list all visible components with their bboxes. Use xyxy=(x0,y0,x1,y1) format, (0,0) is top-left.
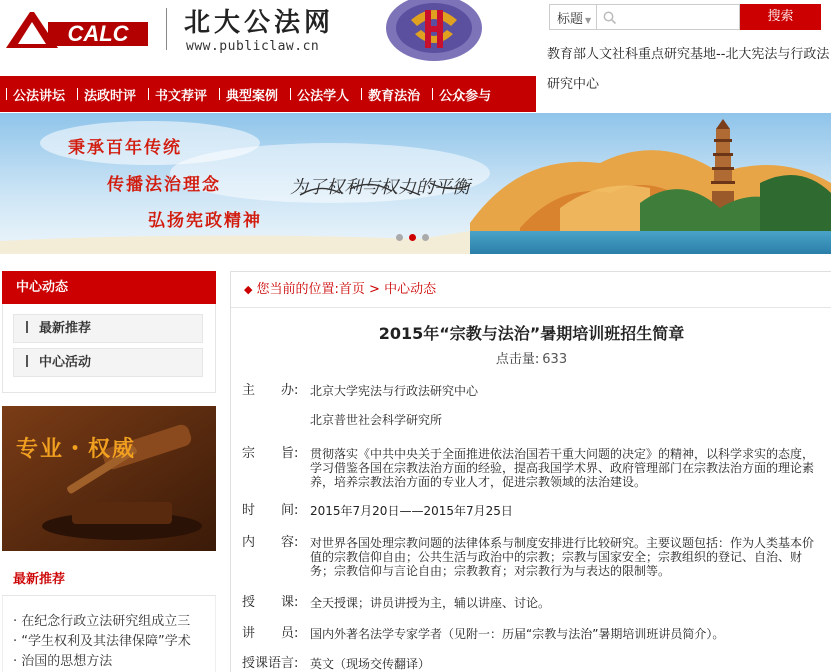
search-scope-value: 标题 xyxy=(557,12,584,27)
search-icon xyxy=(603,11,617,25)
row-label: 容: xyxy=(281,535,299,550)
hero-banner[interactable] xyxy=(0,113,831,254)
nav-item-scholars[interactable] xyxy=(284,85,355,104)
row-label: 员: xyxy=(281,626,299,641)
list-item-label: 治国的思想方法 xyxy=(21,654,113,669)
nav-item-typical-cases[interactable] xyxy=(213,85,284,104)
search-input[interactable] xyxy=(597,4,740,30)
carousel-dot-1[interactable] xyxy=(396,234,403,241)
row-value: 国内外著名法学专家学者（见附一：历届“宗教与法治”暑期培训班讲员简介）。 xyxy=(310,627,725,641)
sidebar xyxy=(2,271,216,393)
list-item[interactable]: · 在纪念行政立法研究组成立三 xyxy=(13,614,191,629)
breadcrumb-prefix: 您当前的位置: xyxy=(256,282,339,297)
row-label: 课: xyxy=(281,595,299,610)
header-subtitle: 教育部人文社科重点研究基地--北大宪法与行政法研究中心 xyxy=(547,47,830,92)
nav-separator xyxy=(290,88,291,100)
list-item-label: “学生权利及其法律保障”学术 xyxy=(21,634,191,649)
search-button[interactable]: 搜索 xyxy=(740,4,821,30)
bullet-bar-icon xyxy=(26,355,28,367)
logo-divider xyxy=(166,8,167,50)
list-item[interactable]: · 治国的思想方法 xyxy=(13,654,113,669)
gavel-image xyxy=(2,406,216,551)
bullet-bar-icon xyxy=(26,321,28,333)
search-scope-select[interactable] xyxy=(549,4,597,30)
row-label: 旨: xyxy=(281,446,299,461)
row-value: 对世界各国处理宗教问题的法律体系与制度安排进行比较研究。主要议题包括：作为人类基本价值的宗教信仰自由；公共生活与政治中的宗教；宗教与国家安全；宗教组织的登记、自治、财务；宗教信仰与言论自由；宗教教育；对宗教行为与表达的限制等。 xyxy=(310,536,815,578)
center-emblem xyxy=(381,0,487,62)
nav-item-public-law-forum[interactable] xyxy=(0,85,71,104)
nav-item-book-reviews[interactable] xyxy=(142,85,213,104)
row-value: 2015年7月20日——2015年7月25日 xyxy=(310,504,513,518)
search-box xyxy=(549,4,821,30)
sidebar-item-label: 最新推荐 xyxy=(39,321,92,336)
nav-separator xyxy=(6,88,7,100)
nav-item-label: 书文荐评 xyxy=(155,88,208,104)
breadcrumb-separator: > xyxy=(369,282,380,297)
row-label: 授 xyxy=(242,595,256,610)
chevron-down-icon: ▼ xyxy=(585,16,592,25)
site-header xyxy=(0,0,831,92)
banner-calligraphy: 为了权利与权力的平衡 xyxy=(290,177,470,198)
article-title: 2015年“宗教与法治”暑期培训班招生简章 xyxy=(378,324,685,343)
row-label: 宗 xyxy=(242,446,256,461)
nav-separator xyxy=(361,88,362,100)
row-value: 北京普世社会科学研究所 xyxy=(310,413,443,427)
breadcrumb-current-link[interactable]: 中心动态 xyxy=(384,282,437,297)
list-item-label: 在纪念行政立法研究组成立三 xyxy=(21,614,191,629)
row-label: 时 xyxy=(242,503,256,518)
sidebar-heading-center-news: 中心动态 xyxy=(2,271,216,304)
site-title: 北大公法网 xyxy=(184,8,335,38)
row-value: 全天授课；讲员讲授为主，辅以讲座、讨论。 xyxy=(310,596,551,610)
row-label: 讲 xyxy=(242,626,256,641)
row-value: 北京大学宪法与行政法研究中心 xyxy=(310,384,479,398)
nav-item-label: 公法讲坛 xyxy=(13,88,66,104)
nav-item-politics-commentary[interactable] xyxy=(71,85,142,104)
promo-text: 专业・权威 xyxy=(16,436,137,462)
diamond-icon: ◆ xyxy=(244,283,253,296)
row-label: 主 xyxy=(242,383,256,398)
nav-separator xyxy=(77,88,78,100)
breadcrumb xyxy=(231,272,831,308)
nav-item-label: 法政时评 xyxy=(84,88,137,104)
nav-separator xyxy=(432,88,433,100)
nav-item-label: 典型案例 xyxy=(226,88,279,104)
list-item[interactable]: · “学生权利及其法律保障”学术 xyxy=(13,634,191,649)
site-url: www.publiclaw.cn xyxy=(186,39,320,54)
row-label: 内 xyxy=(242,535,256,550)
breadcrumb-home-link[interactable]: 首页 xyxy=(338,282,365,297)
row-label: 授课语言: xyxy=(242,656,299,671)
sidebar-promo-image[interactable] xyxy=(2,406,216,551)
main-nav xyxy=(0,76,536,112)
nav-item-education-law[interactable] xyxy=(355,85,426,104)
sidebar-item-label: 中心活动 xyxy=(39,355,92,370)
row-label: 间: xyxy=(281,503,299,518)
latest-recommend-list xyxy=(2,596,216,672)
logo-text: CALC xyxy=(67,21,129,46)
sidebar-panel xyxy=(2,304,216,393)
carousel-dot-3[interactable] xyxy=(422,234,429,241)
calc-logo[interactable] xyxy=(4,8,152,52)
nav-item-label: 公法学人 xyxy=(297,88,350,104)
nav-item-public-participation[interactable] xyxy=(426,85,497,104)
sidebar-item-activities[interactable] xyxy=(13,348,203,377)
nav-separator xyxy=(219,88,220,100)
row-value: 英文（现场交传翻译） xyxy=(310,657,431,671)
main-content xyxy=(230,271,831,672)
banner-slogan-1: 秉承百年传统 xyxy=(68,138,182,158)
nav-separator xyxy=(148,88,149,100)
latest-recommend-heading: 最新推荐 xyxy=(2,566,216,596)
row-value: 贯彻落实《中共中央关于全面推进依法治国若干重大问题的决定》的精神，以科学求实的态度，学习借鉴各国在宗教法治方面的经验，提高我国学术界、政府管理部门在宗教法治方面的理论素养，培养宗教法治方面的专业人才，促进宗教领域的法治建设。 xyxy=(310,447,815,489)
nav-item-label: 教育法治 xyxy=(368,88,421,104)
banner-slogan-3: 弘扬宪政精神 xyxy=(148,211,262,231)
banner-slogan-2: 传播法治理念 xyxy=(107,175,221,195)
nav-item-label: 公众参与 xyxy=(439,88,492,104)
hit-count-label: 点击量: xyxy=(495,352,540,367)
sidebar-item-latest[interactable] xyxy=(13,314,203,343)
carousel-dots xyxy=(396,234,429,241)
row-label: 办: xyxy=(281,383,299,398)
carousel-dot-2[interactable] xyxy=(409,234,416,241)
hit-count xyxy=(231,348,831,367)
hit-count-value: 633 xyxy=(542,352,568,367)
